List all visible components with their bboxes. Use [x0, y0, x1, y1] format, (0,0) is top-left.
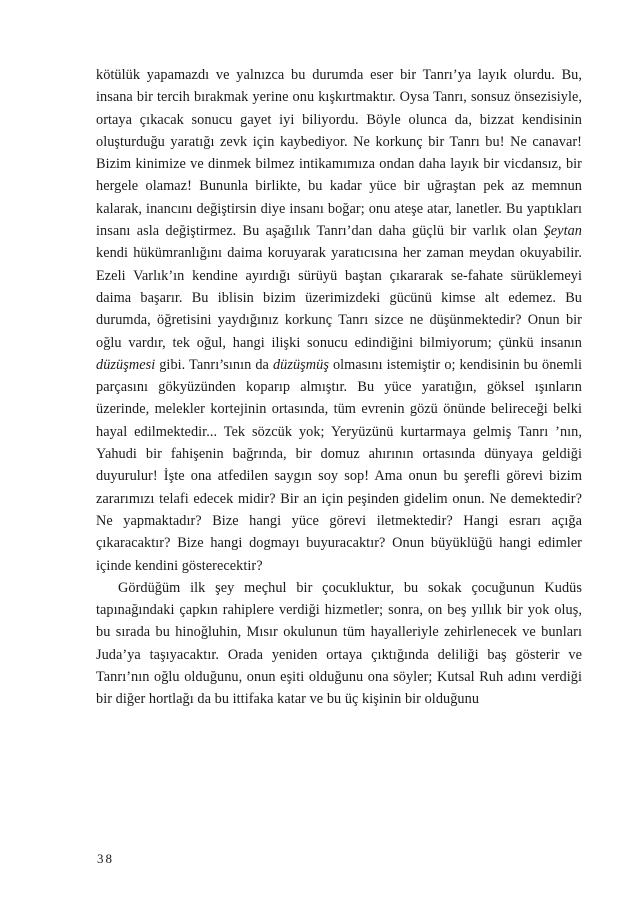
emphasis-duzusmus: düzüşmüş	[272, 356, 329, 373]
emphasis-seytan: Şeytan	[543, 223, 582, 240]
page-body	[96, 64, 582, 711]
text-run: kendi hükümranlığını daima koruyarak yaratıcısına her zaman meydan okuyabilir. Ezeli Varlık’ın kendine ayırdığı sürüyü baştan çıkararak se-fahate sürüklemeyi daima başarır. Bu iblisin bizim üzerimizdeki gücünü kimse alt edemez. Bu durumda, öğretisini yaydığınız korkunç Tanrı sizce ne düşünmektedir? Onun bir oğlu vardır, tek oğul, hangi ilişki sonucu edindiğini bilmiyorum; çünkü insanın	[96, 245, 582, 351]
text-run: kötülük yapamazdı ve yalnızca bu durumda eser bir Tanrı’ya layık olurdu. Bu, insana bir tercih bırakmak yerine onu kışkırtmaktır. Oysa Tanrı, sonsuz önsezisiyle, ortaya çıkacak sonucu gayet iyi biliyordu. Böyle olunca da, bizzat kendisinin oluşturduğu yaratığı zevk için kaybediyor. Ne korkunç bir Tanrı bu! Ne canavar! Bizim kinimize ve dinmek bilmez intikamımıza ondan daha layık bir vicdansız, bir hergele olamaz! Bununla birlikte, bu kadar yüce bir uğraştan pek az memnun kalarak, inancını değiştirsin diye insanı boğar; onu ateşe atar, lanetler. Bu yaptıkları insanı asla değiştirmez. Bu aşağılık Tanrı’dan daha güçlü bir varlık olan	[96, 67, 582, 240]
text-run: Gördüğüm ilk şey meçhul bir çocukluktur, bu sokak çocuğunun Kudüs tapınağındaki çapkın rahiplere verdiği hizmetler; sonra, on beş yıllık bir yok oluş, bu sırada bu hinoğluhin, Mısır okulunun tüm hayalleriyle zehirlenecek ve bunları Juda’ya taşıyacaktır. Orada yeniden ortaya çıktığında deliliği baş gösterir ve Tanrı’nın oğlu olduğunu, onun eşiti olduğunu ona söyler; Kutsal Ruh adını verdiği bir diğer hortlağı da bu ittifaka katar ve bu üç kişinin bir olduğunu	[96, 579, 582, 708]
emphasis-duzusmesi: düzüşmesi	[96, 356, 156, 373]
text-run: olmasını istemiştir o; kendisinin bu önemli parçasını gökyüzünden koparıp almıştır. Bu yüce yaratığın, göksel ışınların üzerinde, melekler kortejinin ortasında, tüm evrenin gözü önünde belireceği belki hayal edilmektedir... Tek sözcük yok; Yeryüzünü kurtarmaya gelmiş Tanrı ’nın, Yahudi bir fahişenin bağrında, bir domuz ahırının ortasında dünyaya geldiği duyurulur! İşte ona atfedilen saygın soy sop! Ama onun bu şerefli görevi bizim zararımızı telafi edecek midir? Bir an için peşinden gidelim onun. Ne demektedir? Ne yapmaktadır? Bize hangi yüce görevi iletmektedir? Hangi esrarı açığa çıkaracaktır? Bize hangi dogmayı buyuracaktır? Onun büyüklüğü hangi edimler içinde kendini gösterecektir?	[96, 356, 583, 574]
text-run: gibi. Tanrı’sının da	[155, 356, 273, 373]
paragraph-1	[96, 64, 582, 577]
page-number: 38	[97, 851, 114, 866]
paragraph-2	[96, 577, 582, 711]
